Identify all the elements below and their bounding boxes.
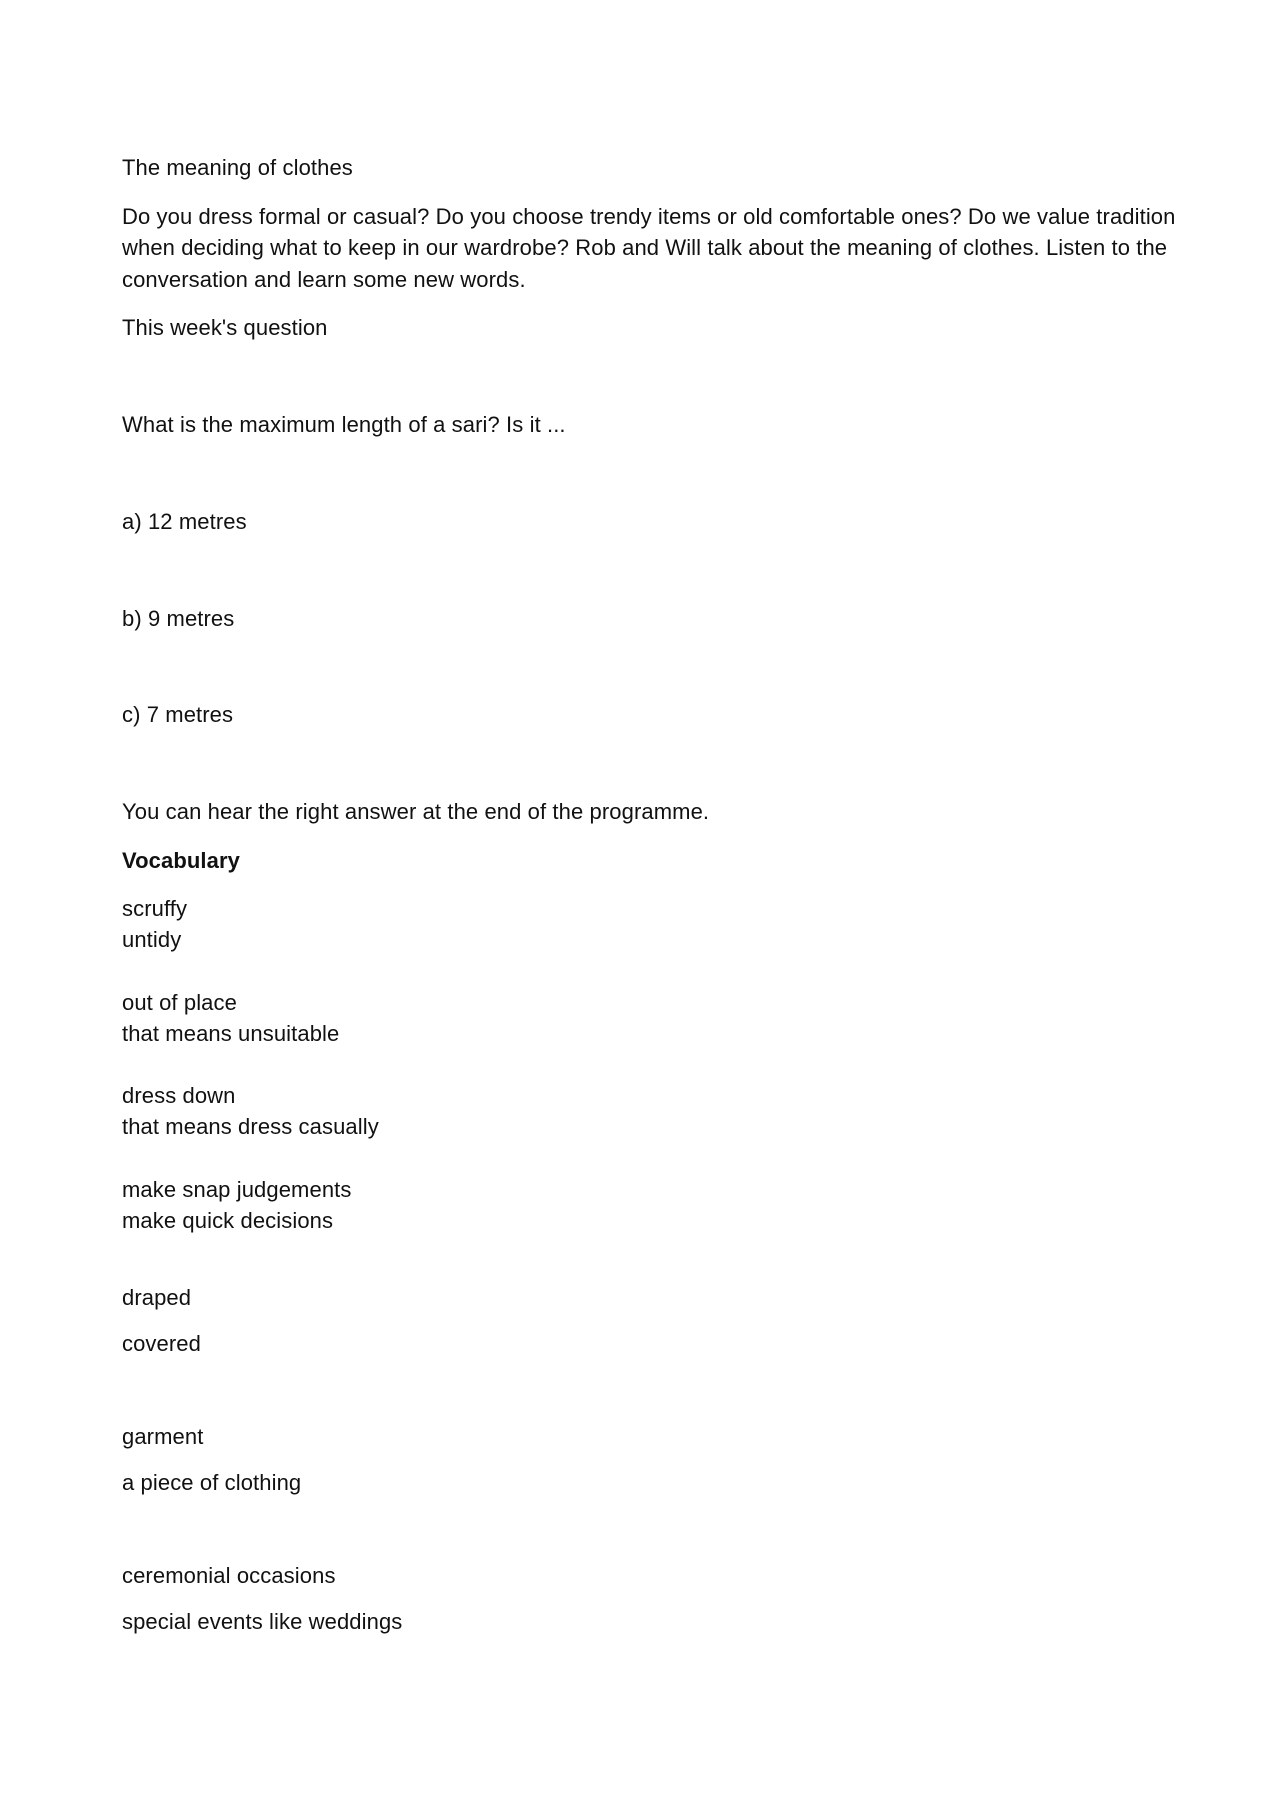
vocab-definition: covered <box>122 1331 201 1356</box>
vocabulary-heading: Vocabulary <box>122 848 240 873</box>
option-a: a) 12 metres <box>122 509 247 534</box>
answer-note: You can hear the right answer at the end of the programme. <box>122 799 710 824</box>
vocab-definition: a piece of clothing <box>122 1470 302 1495</box>
option-c: c) 7 metres <box>122 702 234 727</box>
vocab-term: make snap judgements <box>122 1177 352 1202</box>
intro-line-3: conversation and learn some new words. <box>122 267 526 292</box>
vocab-definition: that means dress casually <box>122 1114 379 1139</box>
vocab-term: dress down <box>122 1083 236 1108</box>
vocab-definition: make quick decisions <box>122 1208 334 1233</box>
vocab-term: scruffy <box>122 896 188 921</box>
vocab-term: garment <box>122 1424 204 1449</box>
vocab-term: out of place <box>122 990 237 1015</box>
vocab-term: ceremonial occasions <box>122 1563 336 1588</box>
vocab-term: draped <box>122 1285 192 1310</box>
option-b: b) 9 metres <box>122 606 235 631</box>
question-heading: This week's question <box>122 315 328 340</box>
question-text: What is the maximum length of a sari? Is it ... <box>122 412 566 437</box>
vocab-definition: that means unsuitable <box>122 1021 340 1046</box>
intro-line-1: Do you dress formal or casual? Do you choose trendy items or old comfortable ones? Do we value tradition <box>122 204 1176 229</box>
document-title: The meaning of clothes <box>122 155 353 180</box>
vocab-definition: untidy <box>122 927 182 952</box>
vocab-definition: special events like weddings <box>122 1609 403 1634</box>
intro-line-2: when deciding what to keep in our wardrobe? Rob and Will talk about the meaning of clothes. Listen to the <box>122 235 1168 260</box>
